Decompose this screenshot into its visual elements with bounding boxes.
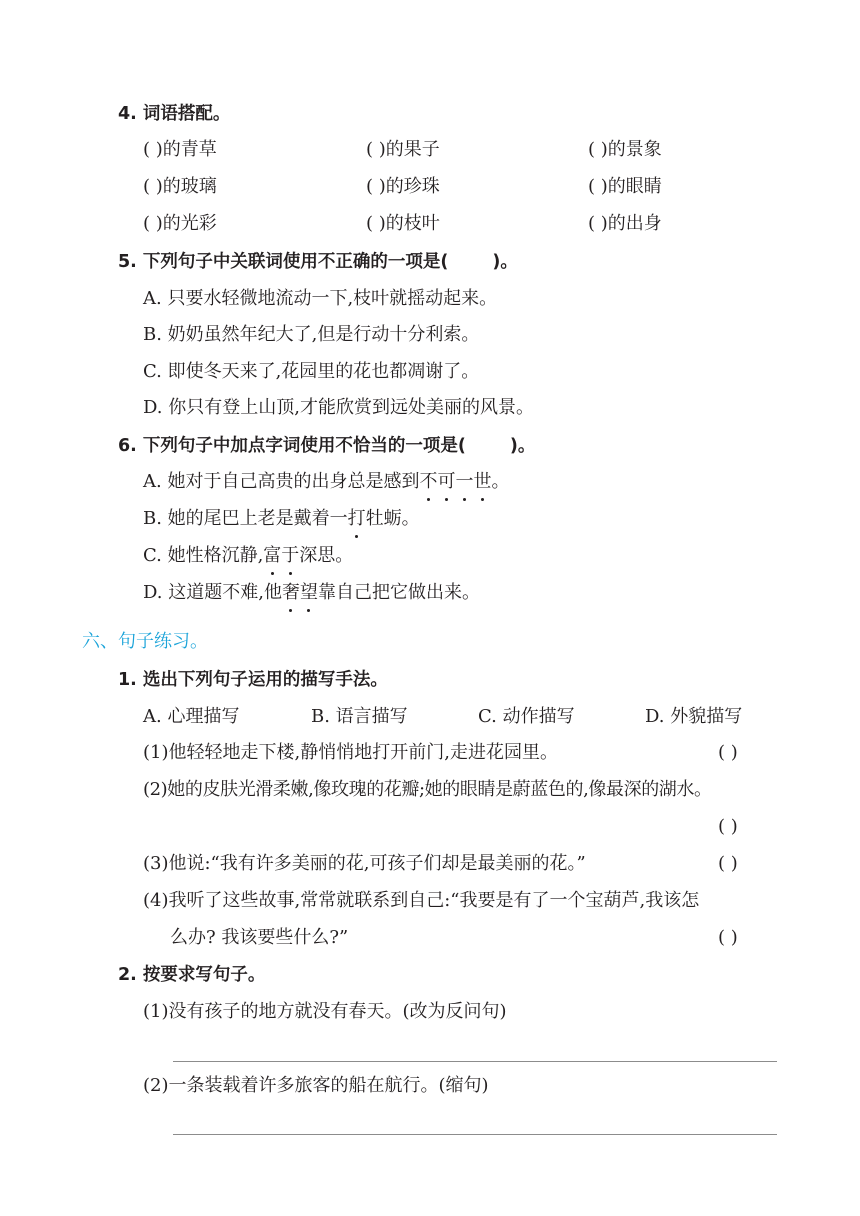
q6-option-b <box>143 507 420 531</box>
s1-item-4: (4)我听了这些故事,常常就联系到自己:“我要是有了一个宝葫芦,我该怎 <box>143 890 700 911</box>
q6-option-b-text: B. 她的尾巴上老是戴着一 <box>143 508 348 529</box>
q5-option-b: B. 奶奶虽然年纪大了,但是行动十分利索。 <box>143 324 480 345</box>
q4-blank-item[interactable]: ( )的果子 <box>366 139 440 160</box>
q5-option-a: A. 只要水轻微地流动一下,枝叶就摇动起来。 <box>143 288 498 309</box>
dotted-char: 打 <box>347 508 366 529</box>
answer-line-2[interactable] <box>173 1134 777 1135</box>
dotted-char: 望 <box>299 582 318 603</box>
q4-blank-item[interactable]: ( )的玻璃 <box>143 176 217 197</box>
dotted-char: 一 <box>455 471 474 492</box>
section-heading: 六、句子练习。 <box>82 631 208 652</box>
q4-blank-item[interactable]: ( )的光彩 <box>143 213 217 234</box>
s1-item-2: (2)她的皮肤光滑柔嫩,像玫瑰的花瓣;她的眼睛是蔚蓝色的,像最深的湖水。 <box>143 779 712 800</box>
q6-option-c <box>143 544 353 568</box>
s1-answer-paren-2[interactable]: ( ) <box>718 816 738 837</box>
s1-item-1: (1)他轻轻地走下楼,静悄悄地打开前门,走进花园里。 <box>143 742 558 763</box>
q6-option-d-end: 靠自己把它做出来。 <box>317 582 480 603</box>
q4-blank-item[interactable]: ( )的珍珠 <box>366 176 440 197</box>
q6-option-d-text: D. 这道题不难,他 <box>143 582 282 603</box>
q6-option-c-text: C. 她性格沉静, <box>143 545 264 566</box>
dotted-char: 奢 <box>281 582 300 603</box>
dotted-char: 世 <box>473 471 492 492</box>
q6-option-b-end: 牡蛎。 <box>365 508 420 529</box>
s1-item-4-cont: 么办? 我该要些什么?” <box>170 927 349 948</box>
q5-title-end: )。 <box>492 252 518 272</box>
q6-title <box>118 434 535 458</box>
q4-blank-item[interactable]: ( )的景象 <box>588 139 662 160</box>
q4-blank-item[interactable]: ( )的出身 <box>588 213 662 234</box>
dotted-char: 不 <box>419 471 438 492</box>
q4-blank-item[interactable]: ( )的青草 <box>143 139 217 160</box>
dotted-char: 可 <box>437 471 456 492</box>
s1-choice-d: D. 外貌描写 <box>645 706 743 727</box>
q6-option-a-end: 。 <box>491 471 510 492</box>
q4-title: 4. 词语搭配。 <box>118 104 231 124</box>
s1-answer-paren-4[interactable]: ( ) <box>718 927 738 948</box>
q6-option-a <box>143 470 509 494</box>
s1-choice-a: A. 心理描写 <box>143 706 240 727</box>
dotted-char: 于 <box>281 545 300 566</box>
q6-option-c-end: 深思。 <box>299 545 354 566</box>
dotted-char: 富 <box>263 545 282 566</box>
s1-choice-c: C. 动作描写 <box>478 706 575 727</box>
answer-line-1[interactable] <box>173 1061 777 1062</box>
q6-option-a-text: A. 她对于自己高贵的出身总是感到 <box>143 471 420 492</box>
s2-title: 2. 按要求写句子。 <box>118 965 266 985</box>
q4-blank-item[interactable]: ( )的枝叶 <box>366 213 440 234</box>
s1-choice-b: B. 语言描写 <box>311 706 408 727</box>
q6-title-end: )。 <box>509 436 536 456</box>
q5-title-text: 5. 下列句子中关联词使用不正确的一项是( <box>118 252 449 272</box>
s1-item-3: (3)他说:“我有许多美丽的花,可孩子们却是最美丽的花。” <box>143 853 586 874</box>
s2-item-2: (2)一条装载着许多旅客的船在航行。(缩句) <box>143 1075 489 1096</box>
q5-option-d: D. 你只有登上山顶,才能欣赏到远处美丽的风景。 <box>143 397 534 418</box>
q5-title <box>118 250 518 274</box>
s2-item-1: (1)没有孩子的地方就没有春天。(改为反问句) <box>143 1001 507 1022</box>
s1-answer-paren-1[interactable]: ( ) <box>718 742 738 763</box>
q5-option-c: C. 即使冬天来了,花园里的花也都凋谢了。 <box>143 361 480 382</box>
s1-answer-paren-3[interactable]: ( ) <box>718 853 738 874</box>
s1-title: 1. 选出下列句子运用的描写手法。 <box>118 670 388 690</box>
q4-blank-item[interactable]: ( )的眼睛 <box>588 176 662 197</box>
q6-option-d <box>143 581 480 605</box>
q6-title-text: 6. 下列句子中加点字词使用不恰当的一项是( <box>118 436 466 456</box>
